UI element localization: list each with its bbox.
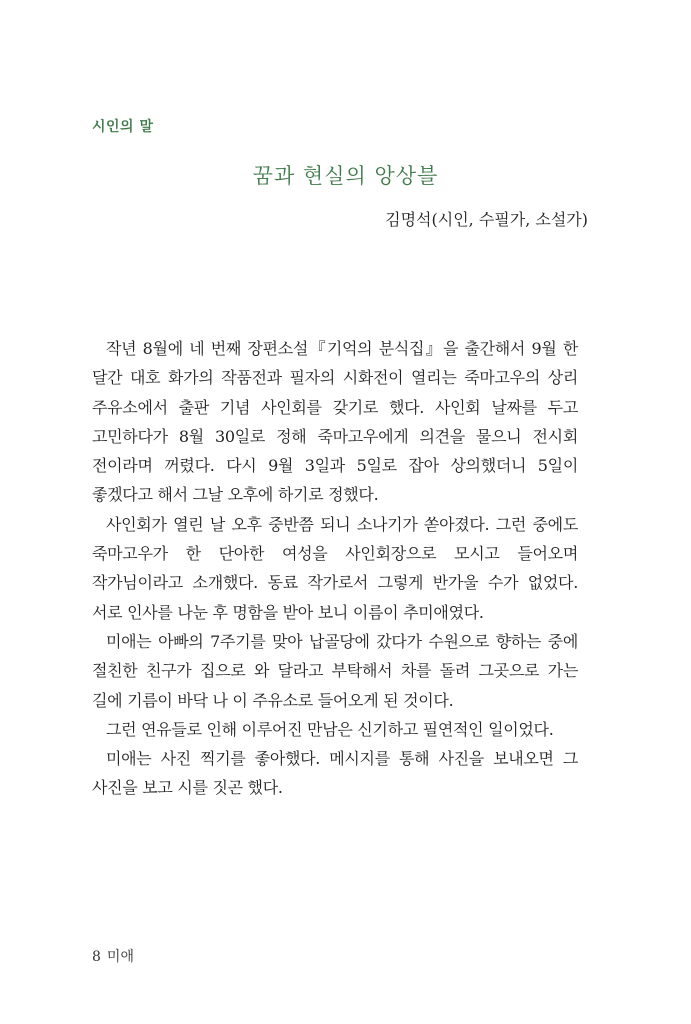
body-text bbox=[92, 334, 578, 803]
running-title: 미애 bbox=[106, 949, 134, 965]
paragraph: 미애는 사진 찍기를 좋아했다. 메시지를 통해 사진을 보내오면 그 사진을 보고 시를 짓곤 했다. bbox=[92, 749, 578, 798]
author-byline: 김명석(시인, 수필가, 소설가) bbox=[385, 210, 588, 229]
page-title: 꿈과 현실의 앙상블 bbox=[252, 164, 439, 188]
paragraph: 작년 8월에 네 번째 장편소설『기억의 분식집』을 출간해서 9월 한 달간 대호 화가의 작품전과 필자의 시화전이 열리는 죽마고우의 상리 주유소에서 출판 기념 사인회를 갖기로 했다. 사인회 날짜를 두고 고민하다가 8월 30일로 정해 죽마고우에게 의견을 물으니 전시회 전이라며 꺼렸다. 다시 9월 3일과 5일로 잡아 상의했더니 5일이 좋겠다고 해서 그날 오후에 하기로 정했다. bbox=[92, 339, 578, 505]
paragraph: 그런 연유들로 인해 이루어진 만남은 신기하고 필연적인 일이었다. bbox=[106, 719, 554, 739]
paragraph: 사인회가 열린 날 오후 중반쯤 되니 소나기가 쏟아졌다. 그런 중에도 죽마고우가 한 단아한 여성을 사인회장으로 모시고 들어오며 작가님이라고 소개했다. 동료 작가로서 그렇게 반가울 수가 없었다. 서로 인사를 나눈 후 명함을 받아 보니 이름이 추미애였다. bbox=[92, 514, 578, 622]
page-number: 8 bbox=[92, 949, 101, 965]
section-label: 시인의 말 bbox=[92, 119, 154, 135]
page-footer bbox=[92, 946, 140, 966]
paragraph: 미애는 아빠의 7주기를 맞아 납골당에 갔다가 수원으로 향하는 중에 절친한 친구가 집으로 와 달라고 부탁해서 차를 돌려 그곳으로 가는 길에 기름이 바닥 나 이 주유소로 들어오게 된 것이다. bbox=[92, 631, 578, 710]
